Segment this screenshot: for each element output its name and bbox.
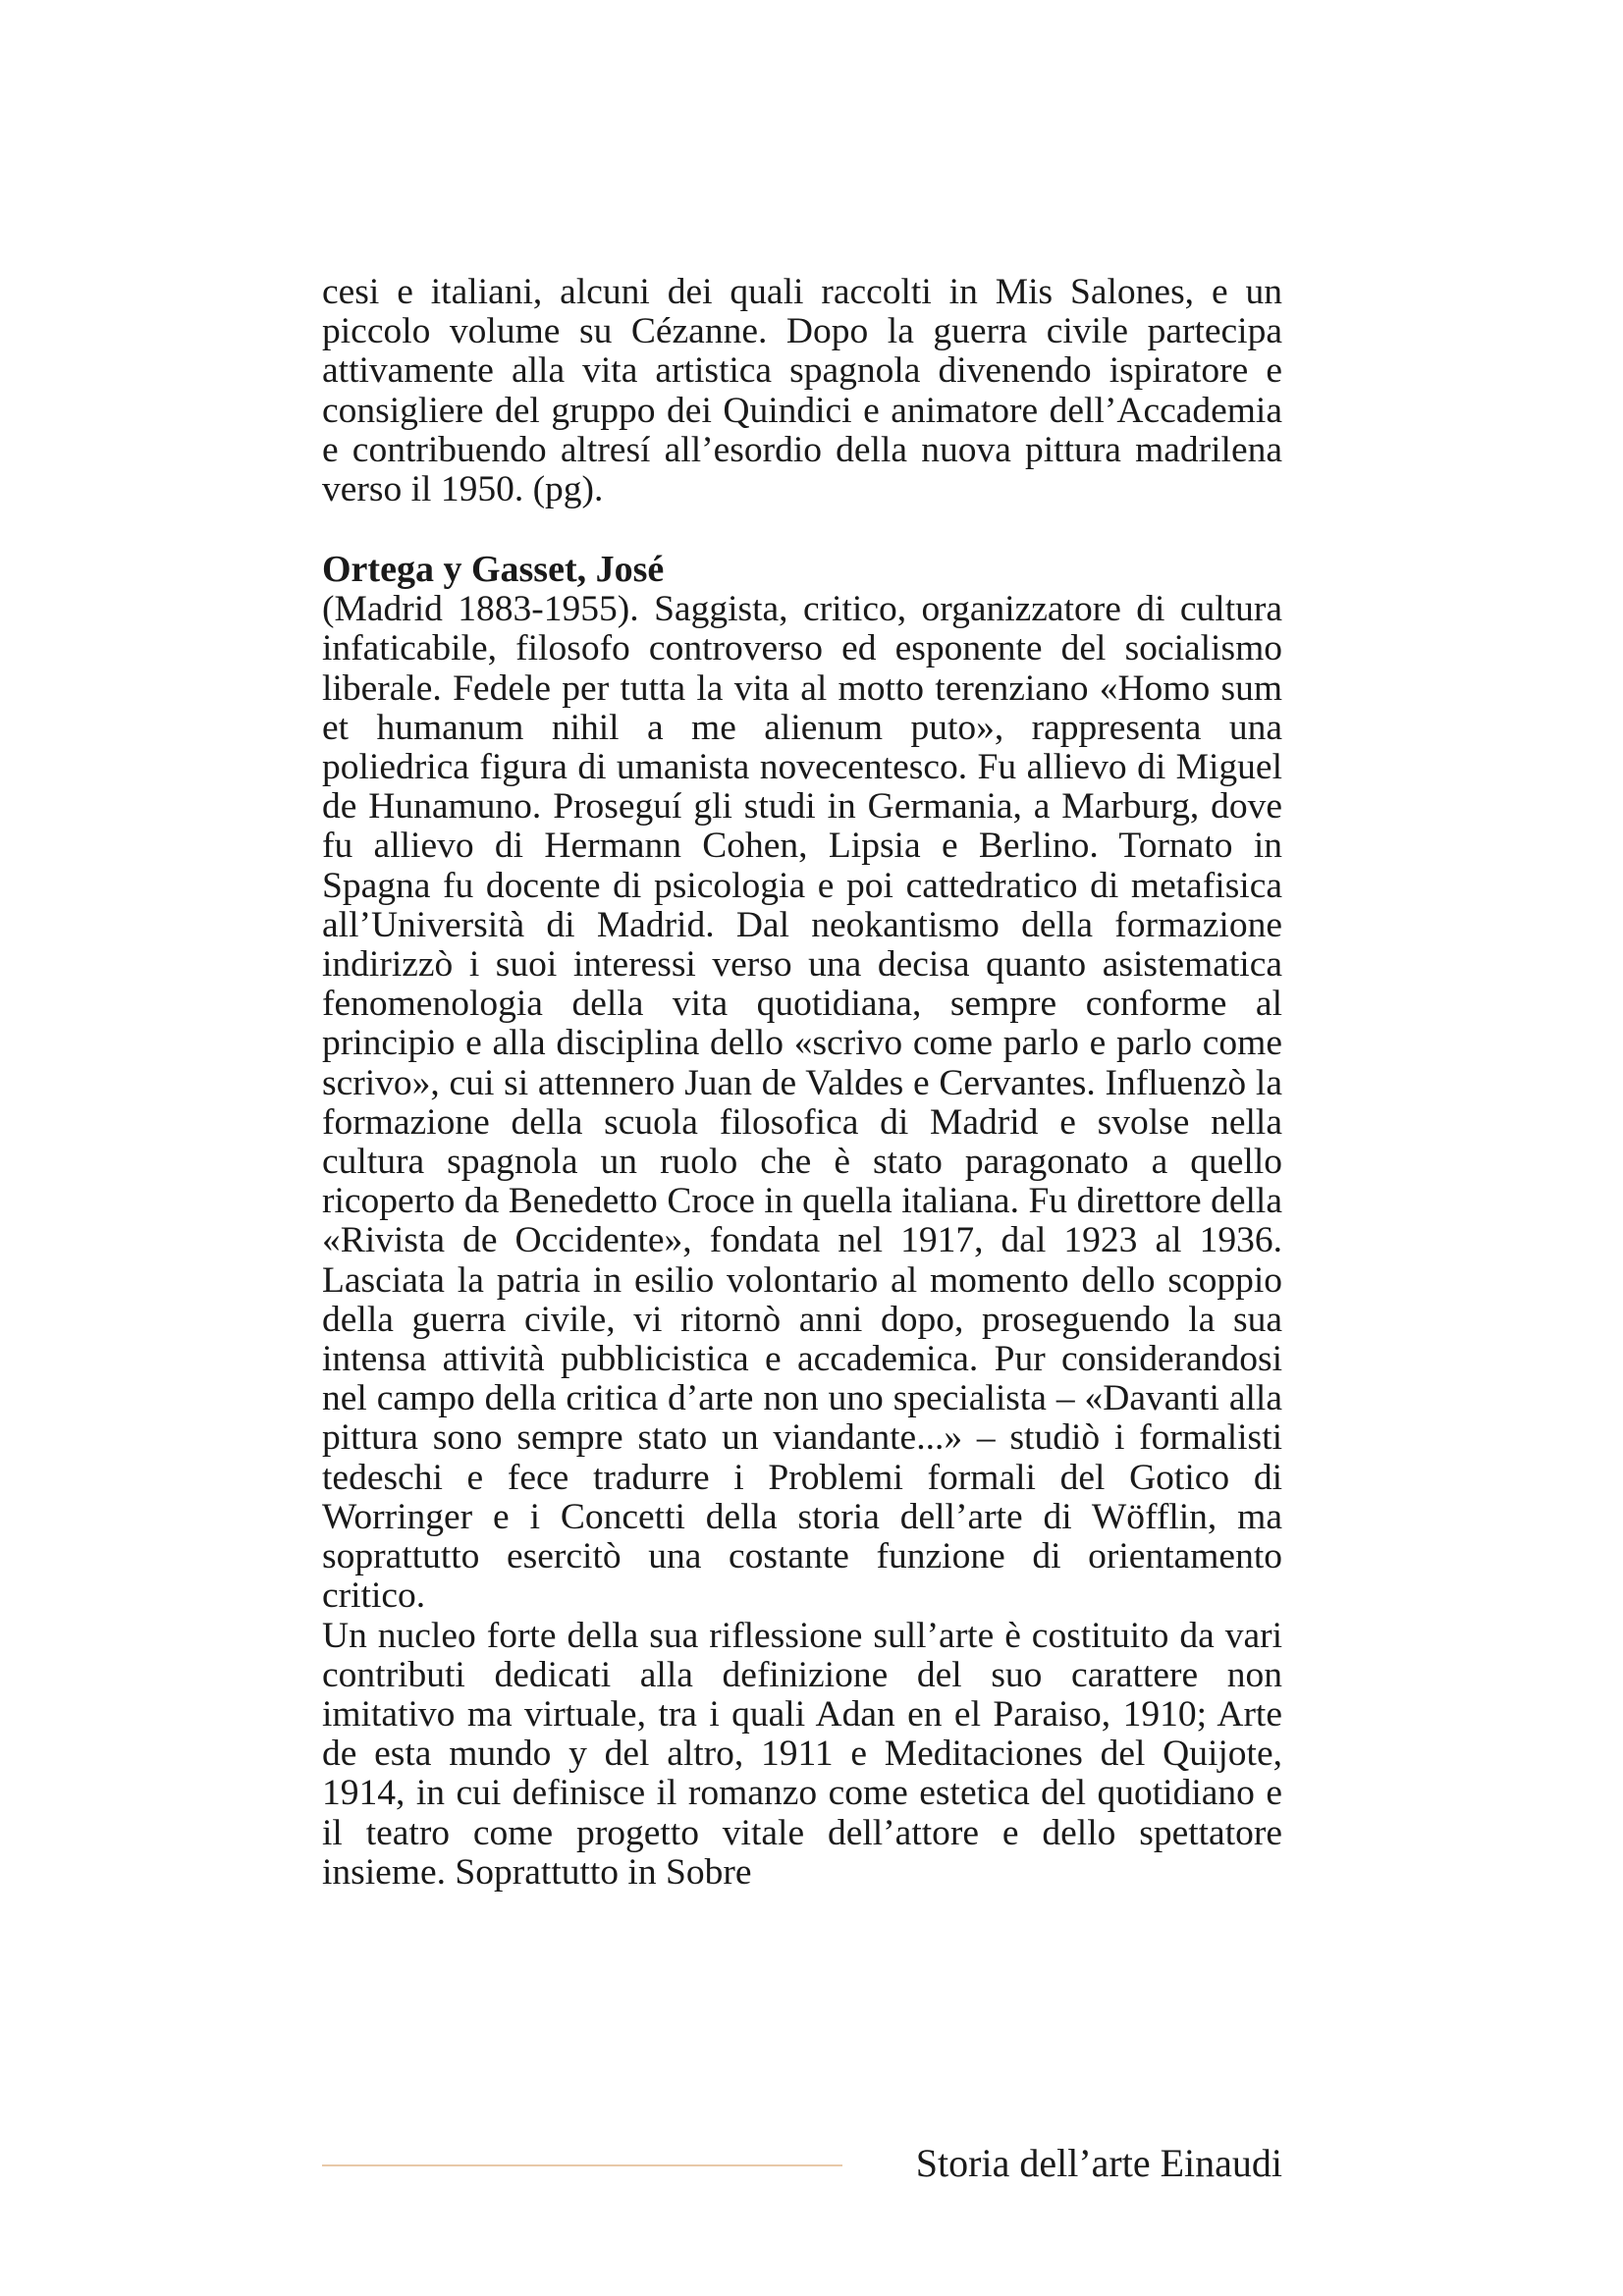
entry-heading: Ortega y Gasset, José [322, 549, 665, 591]
entry-paragraph-2: Un nucleo forte della sua riflessione sull’arte è costituito da vari contributi dedicati alla definizione del suo carattere non imitativo ma virtuale, tra i quali Adan en el Paraiso, 1910; Arte de esta mundo y del altro, 1911 e Meditaciones del Quijote, 1914, in cui definisce il romanzo come estetica del quotidiano e il teatro come progetto vitale dell’attore e dello spettatore insieme. Soprattutto in Sobre [322, 1615, 1282, 1893]
previous-entry-continuation: cesi e italiani, alcuni dei quali raccolti in Mis Salones, e un piccolo volume su Cézanne. Dopo la guerra civile partecipa attivamente alla vita artistica spagnola divenendo ispiratore e consigliere del gruppo dei Quindici e animatore dell’Accademia e contribuendo altresí all’esordio della nuova pittura madrilena verso il 1950. (pg). [322, 272, 1282, 510]
footer-rule [322, 2164, 842, 2166]
footer-title: Storia dell’arte Einaudi [915, 2141, 1282, 2185]
article-body [322, 273, 1282, 1893]
page-footer [322, 2140, 1282, 2189]
entry-paragraph-1: (Madrid 1883-1955). Saggista, critico, organizzatore di cultura infaticabile, filosofo controverso ed esponente del socialismo liberale. Fedele per tutta la vita al motto terenziano «Homo sum et humanum nihil a me alienum puto», rappresenta una poliedrica figura di umanista novecentesco. Fu allievo di Miguel de Hunamuno. Proseguí gli studi in Germania, a Marburg, dove fu allievo di Hermann Cohen, Lipsia e Berlino. Tornato in Spagna fu docente di psicologia e poi cattedratico di metafisica all’Università di Madrid. Dal neokantismo della formazione indirizzò i suoi interessi verso una decisa quanto asistematica fenomenologia della vita quotidiana, sempre conforme al principio e alla disciplina dello «scrivo come parlo e parlo come scrivo», cui si attennero Juan de Valdes e Cervantes. Influenzò la formazione della scuola filosofica di Madrid e svolse nella cultura spagnola un ruolo che è stato paragonato a quello ricoperto da Benedetto Croce in quella italiana. Fu direttore della «Rivista de Occidente», fondata nel 1917, dal 1923 al 1936. Lasciata la patria in esilio volontario al momento dello scoppio della guerra civile, vi ritornò anni dopo, proseguendo la sua intensa attività pubblicistica e accademica. Pur considerandosi nel campo della critica d’arte non uno specialista – «Davanti alla pittura sono sempre stato un viandante...» – studiò i formalisti tedeschi e fece tradurre i Problemi formali del Gotico di Worringer e i Concetti della storia dell’arte di Wöfflin, ma soprattutto esercitò una costante funzione di orientamento critico. [322, 589, 1282, 1617]
